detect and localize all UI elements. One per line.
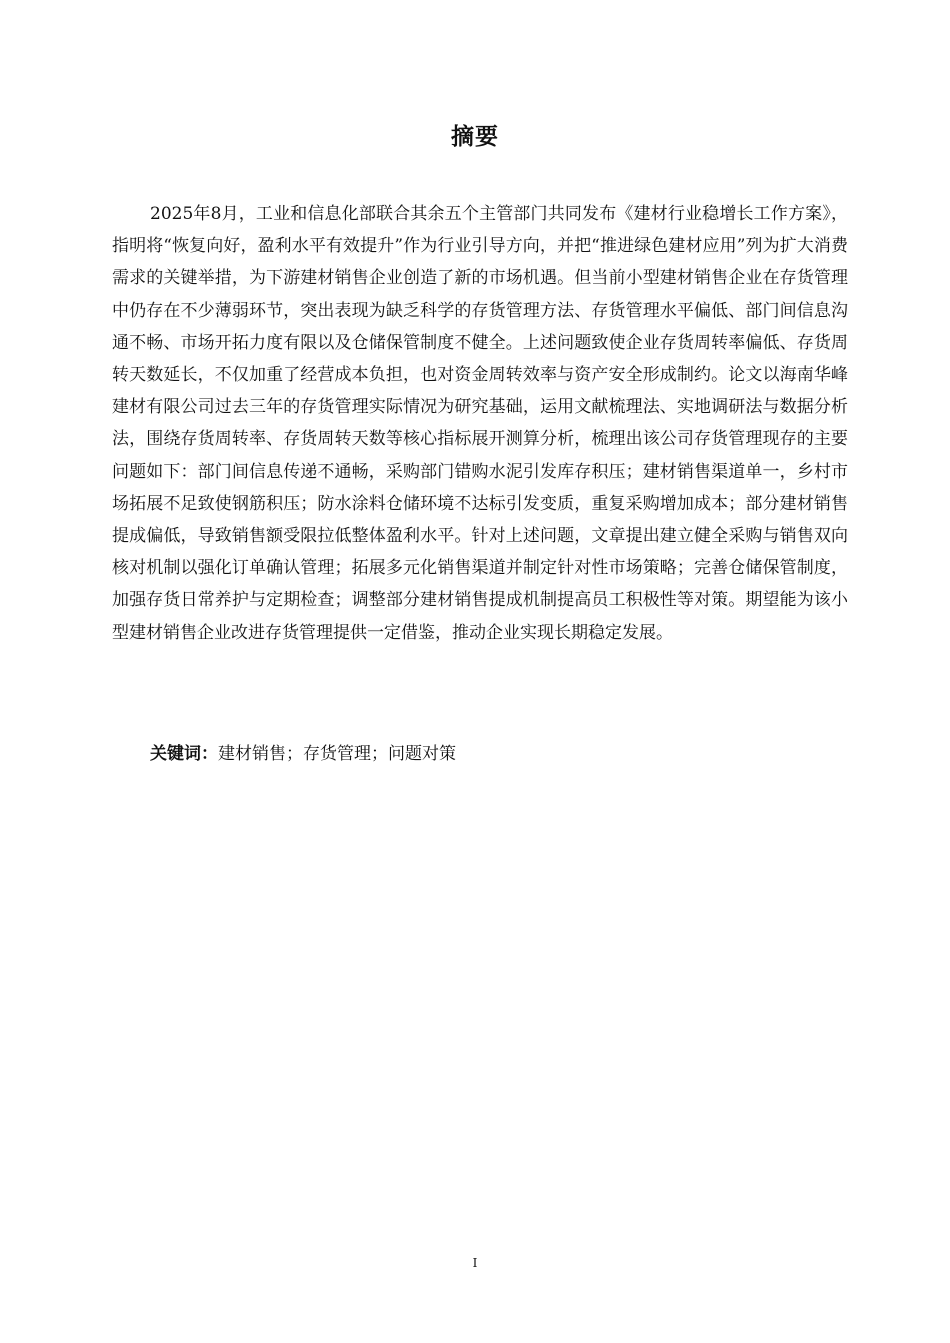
keywords-text: 建材销售；存货管理；问题对策 bbox=[218, 744, 456, 764]
page-number: I bbox=[472, 1256, 478, 1270]
page-title: 摘要 bbox=[451, 124, 499, 150]
abstract-paragraph: 2025年8月，工业和信息化部联合其余五个主管部门共同发布《建材行业稳增长工作方案》，指明将“恢复向好，盈利水平有效提升”作为行业引导方向，并把“推进绿色建材应用”列为扩大消费需求的关键举措，为下游建材销售企业创造了新的市场机遇。但当前小型建材销售企业在存货管理中仍存在不少薄弱环节，突出表现为缺乏科学的存货管理方法、存货管理水平偏低、部门间信息沟通不畅、市场开拓力度有限以及仓储保管制度不健全。上述问题致使企业存货周转率偏低、存货周转天数延长，不仅加重了经营成本负担，也对资金周转效率与资产安全形成制约。论文以海南华峰建材有限公司过去三年的存货管理实际情况为研究基础，运用文献梳理法、实地调研法与数据分析法，围绕存货周转率、存货周转天数等核心指标展开测算分析，梳理出该公司存货管理现存的主要问题如下：部门间信息传递不通畅，采购部门错购水泥引发库存积压；建材销售渠道单一，乡村市场拓展不足致使钢筋积压；防水涂料仓储环境不达标引发变质，重复采购增加成本；部分建材销售提成偏低，导致销售额受限拉低整体盈利水平。针对上述问题，文章提出建立健全采购与销售双向核对机制以强化订单确认管理；拓展多元化销售渠道并制定针对性市场策略；完善仓储保管制度，加强存货日常养护与定期检查；调整部分建材销售提成机制提高员工积极性等对策。期望能为该小型建材销售企业改进存货管理提供一定借鉴，推动企业实现长期稳定发展。 bbox=[112, 204, 848, 643]
keywords-line bbox=[150, 738, 850, 770]
keywords-label: 关键词： bbox=[150, 744, 218, 764]
